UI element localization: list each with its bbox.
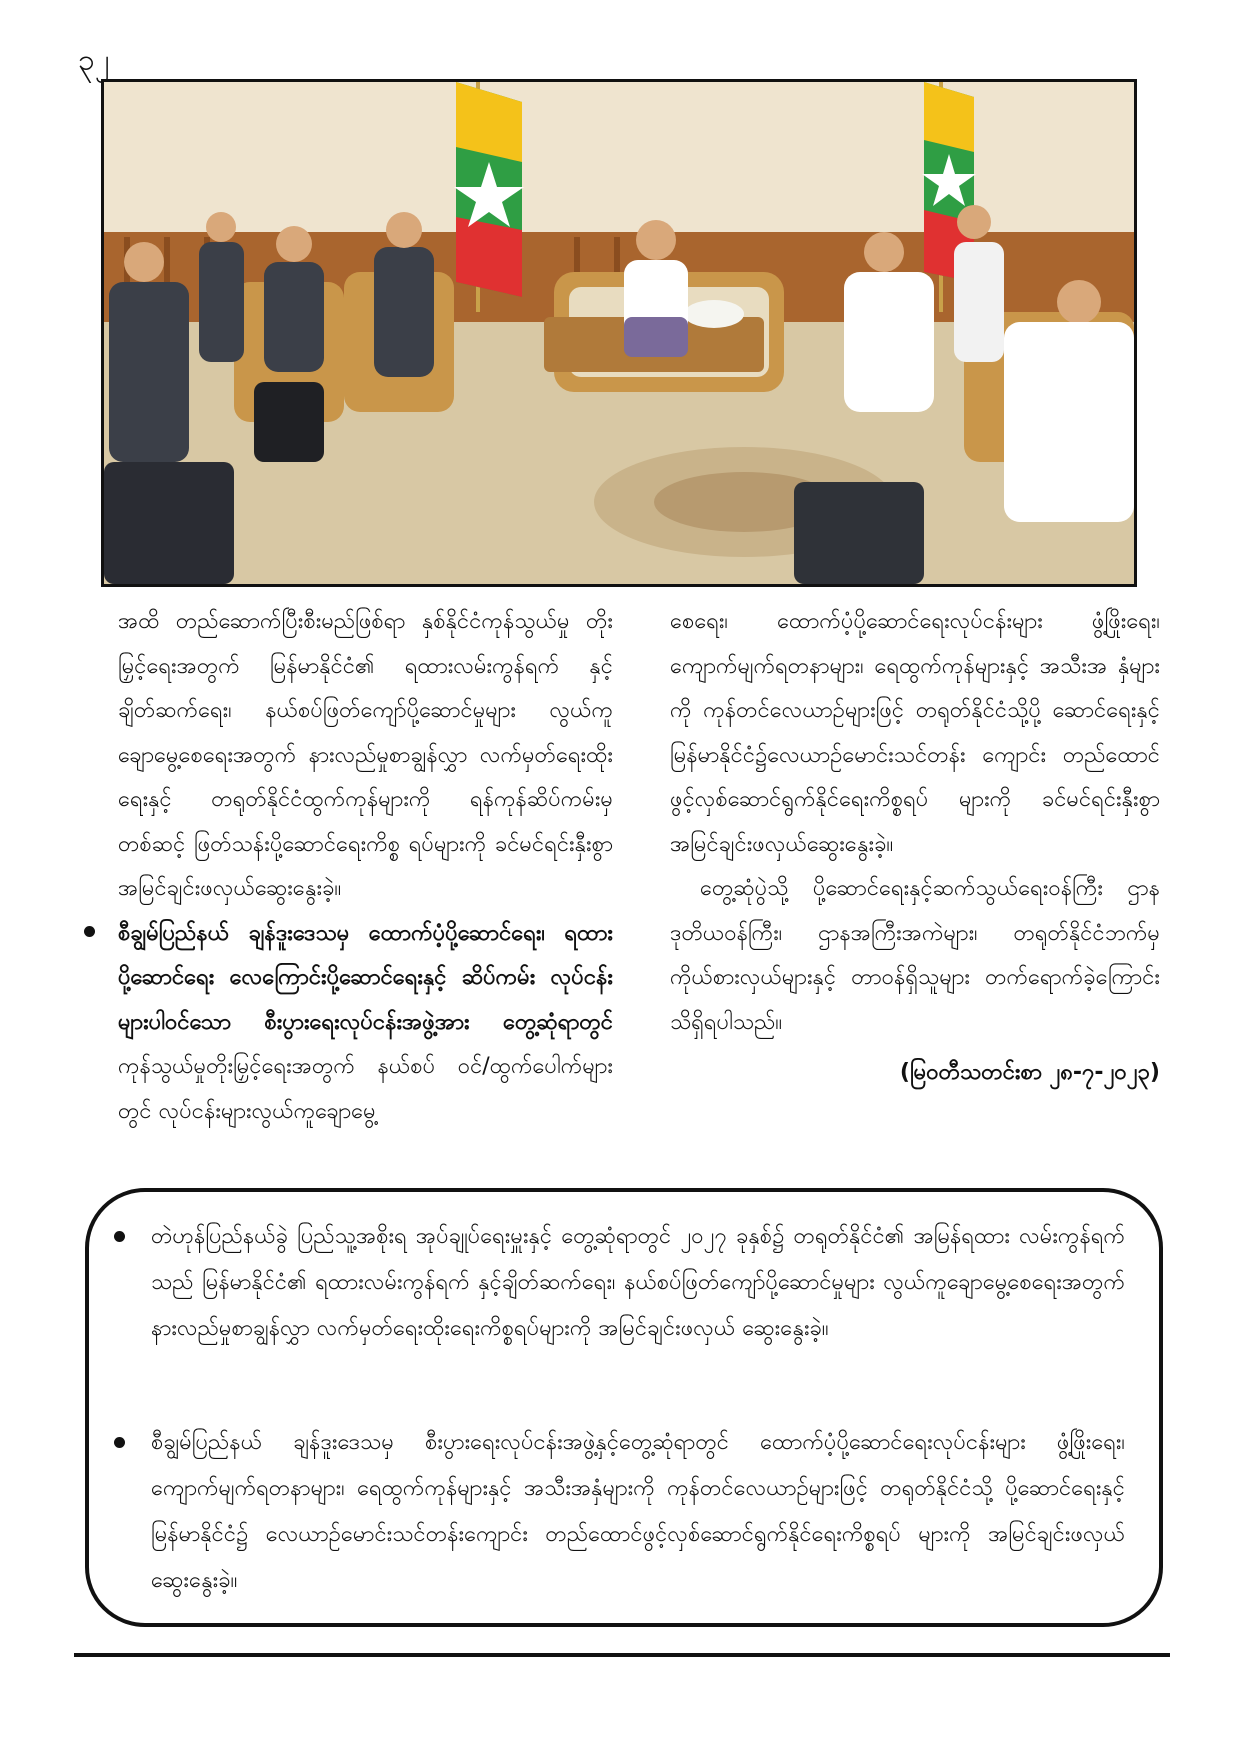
- right-column: [670, 600, 1160, 1096]
- summary-item-1: [151, 1214, 1125, 1352]
- bullet-icon: [114, 1437, 125, 1448]
- left-bullet-text: ကုန်သွယ်မှုတိုးမြှင့်ရေးအတွက် နယ်စပ် ဝင်/ထွက်ပေါက်များတွင် လုပ်ငန်းများလွယ်ကူချောမွေ့: [118, 1054, 613, 1124]
- meeting-photo-illustration: [104, 82, 1134, 584]
- page-number: ၃၂: [78, 43, 110, 78]
- summary-item-2-text: စီချွမ်ပြည်နယ် ချန်ဒူးဒေသမှ စီးပွားရေးလုပ်ငန်းအဖွဲ့နှင့်တွေ့ဆုံရာတွင် ထောက်ပံ့ပို့ဆောင်ရေးလုပ်ငန်းများ ဖွံ့ဖြိုးရေး၊ ကျောက်မျက်ရတနာများ၊ ရေထွက်ကုန်များနှင့် အသီးအနှံများကို ကုန်တင်လေယာဉ်များဖြင့် တရုတ်နိုင်ငံသို့ ပို့ဆောင်ရေးနှင့် မြန်မာနိုင်ငံ၌ လေယာဉ်မောင်းသင်တန်းကျောင်း တည်ထောင်ဖွင့်လှစ်ဆောင်ရွက်နိုင်ရေးကိစ္စရပ် များကို အမြင်ချင်းဖလှယ်ဆွေးနွေးခဲ့။: [151, 1430, 1125, 1593]
- summary-item-2: [151, 1420, 1125, 1604]
- summary-item-1-text: တဲဟုန်ပြည်နယ်ခွဲ ပြည်သူ့အစိုးရ အုပ်ချုပ်ရေးမှူးနှင့် တွေ့ဆုံရာတွင် ၂၀၂၇ ခုနှစ်၌ တရုတ်နိုင်ငံ၏ အမြန်ရထား လမ်းကွန်ရက်သည် မြန်မာနိုင်ငံ၏ ရထားလမ်းကွန်ရက် နှင့်ချိတ်ဆက်ရေး၊ နယ်စပ်ဖြတ်ကျော်ပို့ဆောင်မှုများ လွယ်ကူချောမွေ့စေရေးအတွက် နားလည်မှုစာချွန်လွှာ လက်မှတ်ရေးထိုးရေးကိစ္စရပ်များကို အမြင်ချင်းဖလှယ် ဆွေးနွေးခဲ့။: [151, 1224, 1125, 1341]
- left-column: [118, 600, 613, 1134]
- meeting-photo: [101, 79, 1137, 587]
- left-bullet-bold-text: စီချွမ်ပြည်နယ် ချန်ဒူးဒေသမှ ထောက်ပံ့ပို့ဆောင်ရေး၊ ရထားပို့ဆောင်ရေး လေကြောင်းပို့ဆောင်ရေးနှင့် ဆိပ်ကမ်း လုပ်ငန်းများပါဝင်သော စီးပွားရေးလုပ်ငန်းအဖွဲ့အား တွေ့ဆုံရာတွင်: [118, 920, 613, 1035]
- left-paragraph-1: အထိ တည်ဆောက်ပြီးစီးမည်ဖြစ်ရာ နှစ်နိုင်ငံကုန်သွယ်မှု တိုးမြှင့်ရေးအတွက် မြန်မာနိုင်ငံ၏ ရထားလမ်းကွန်ရက် နှင့်ချိတ်ဆက်ရေး၊ နယ်စပ်ဖြတ်ကျော်ပို့ဆောင်မှုများ လွယ်ကူချောမွေ့စေရေးအတွက် နားလည်မှုစာချွန်လွှာ လက်မှတ်ရေးထိုးရေးနှင့် တရုတ်နိုင်ငံထွက်ကုန်များကို ရန်ကုန်ဆိပ်ကမ်းမှတစ်ဆင့် ဖြတ်သန်းပို့ဆောင်ရေးကိစ္စ ရပ်များကို ခင်မင်ရင်းနှီးစွာ အမြင်ချင်းဖလှယ်ဆွေးနွေးခဲ့။: [118, 609, 613, 901]
- bottom-rule: [74, 1653, 1170, 1657]
- summary-box: [85, 1188, 1163, 1627]
- left-bullet-paragraph: [118, 912, 613, 1135]
- bullet-icon: [84, 926, 95, 937]
- right-paragraph-2: တွေ့ဆုံပွဲသို့ ပို့ဆောင်ရေးနှင့်ဆက်သွယ်ရေးဝန်ကြီး ဌာန ဒုတိယဝန်ကြီး၊ ဌာနအကြီးအကဲများ၊ တရုတ်နိုင်ငံဘက်မှ ကိုယ်စားလှယ်များနှင့် တာဝန်ရှိသူများ တက်ရောက်ခဲ့ကြောင်း သိရှိရပါသည်။: [670, 876, 1160, 1035]
- source-citation: (မြဝတီသတင်းစာ ၂၈-၇-၂၀၂၃): [899, 1060, 1160, 1085]
- right-paragraph-1: စေရေး၊ ထောက်ပံ့ပို့ဆောင်ရေးလုပ်ငန်းများ ဖွံ့ဖြိုးရေး၊ ကျောက်မျက်ရတနာများ၊ ရေထွက်ကုန်များနှင့် အသီးအ နှံများကို ကုန်တင်လေယာဉ်များဖြင့် တရုတ်နိုင်ငံသို့ပို့ ဆောင်ရေးနှင့် မြန်မာနိုင်ငံ၌လေယာဉ်မောင်းသင်တန်း ကျောင်း တည်ထောင်ဖွင့်လှစ်ဆောင်ရွက်နိုင်ရေးကိစ္စရပ် များကို ခင်မင်ရင်းနှီးစွာ အမြင်ချင်းဖလှယ်ဆွေးနွေးခဲ့။: [670, 609, 1160, 857]
- bullet-icon: [114, 1231, 125, 1242]
